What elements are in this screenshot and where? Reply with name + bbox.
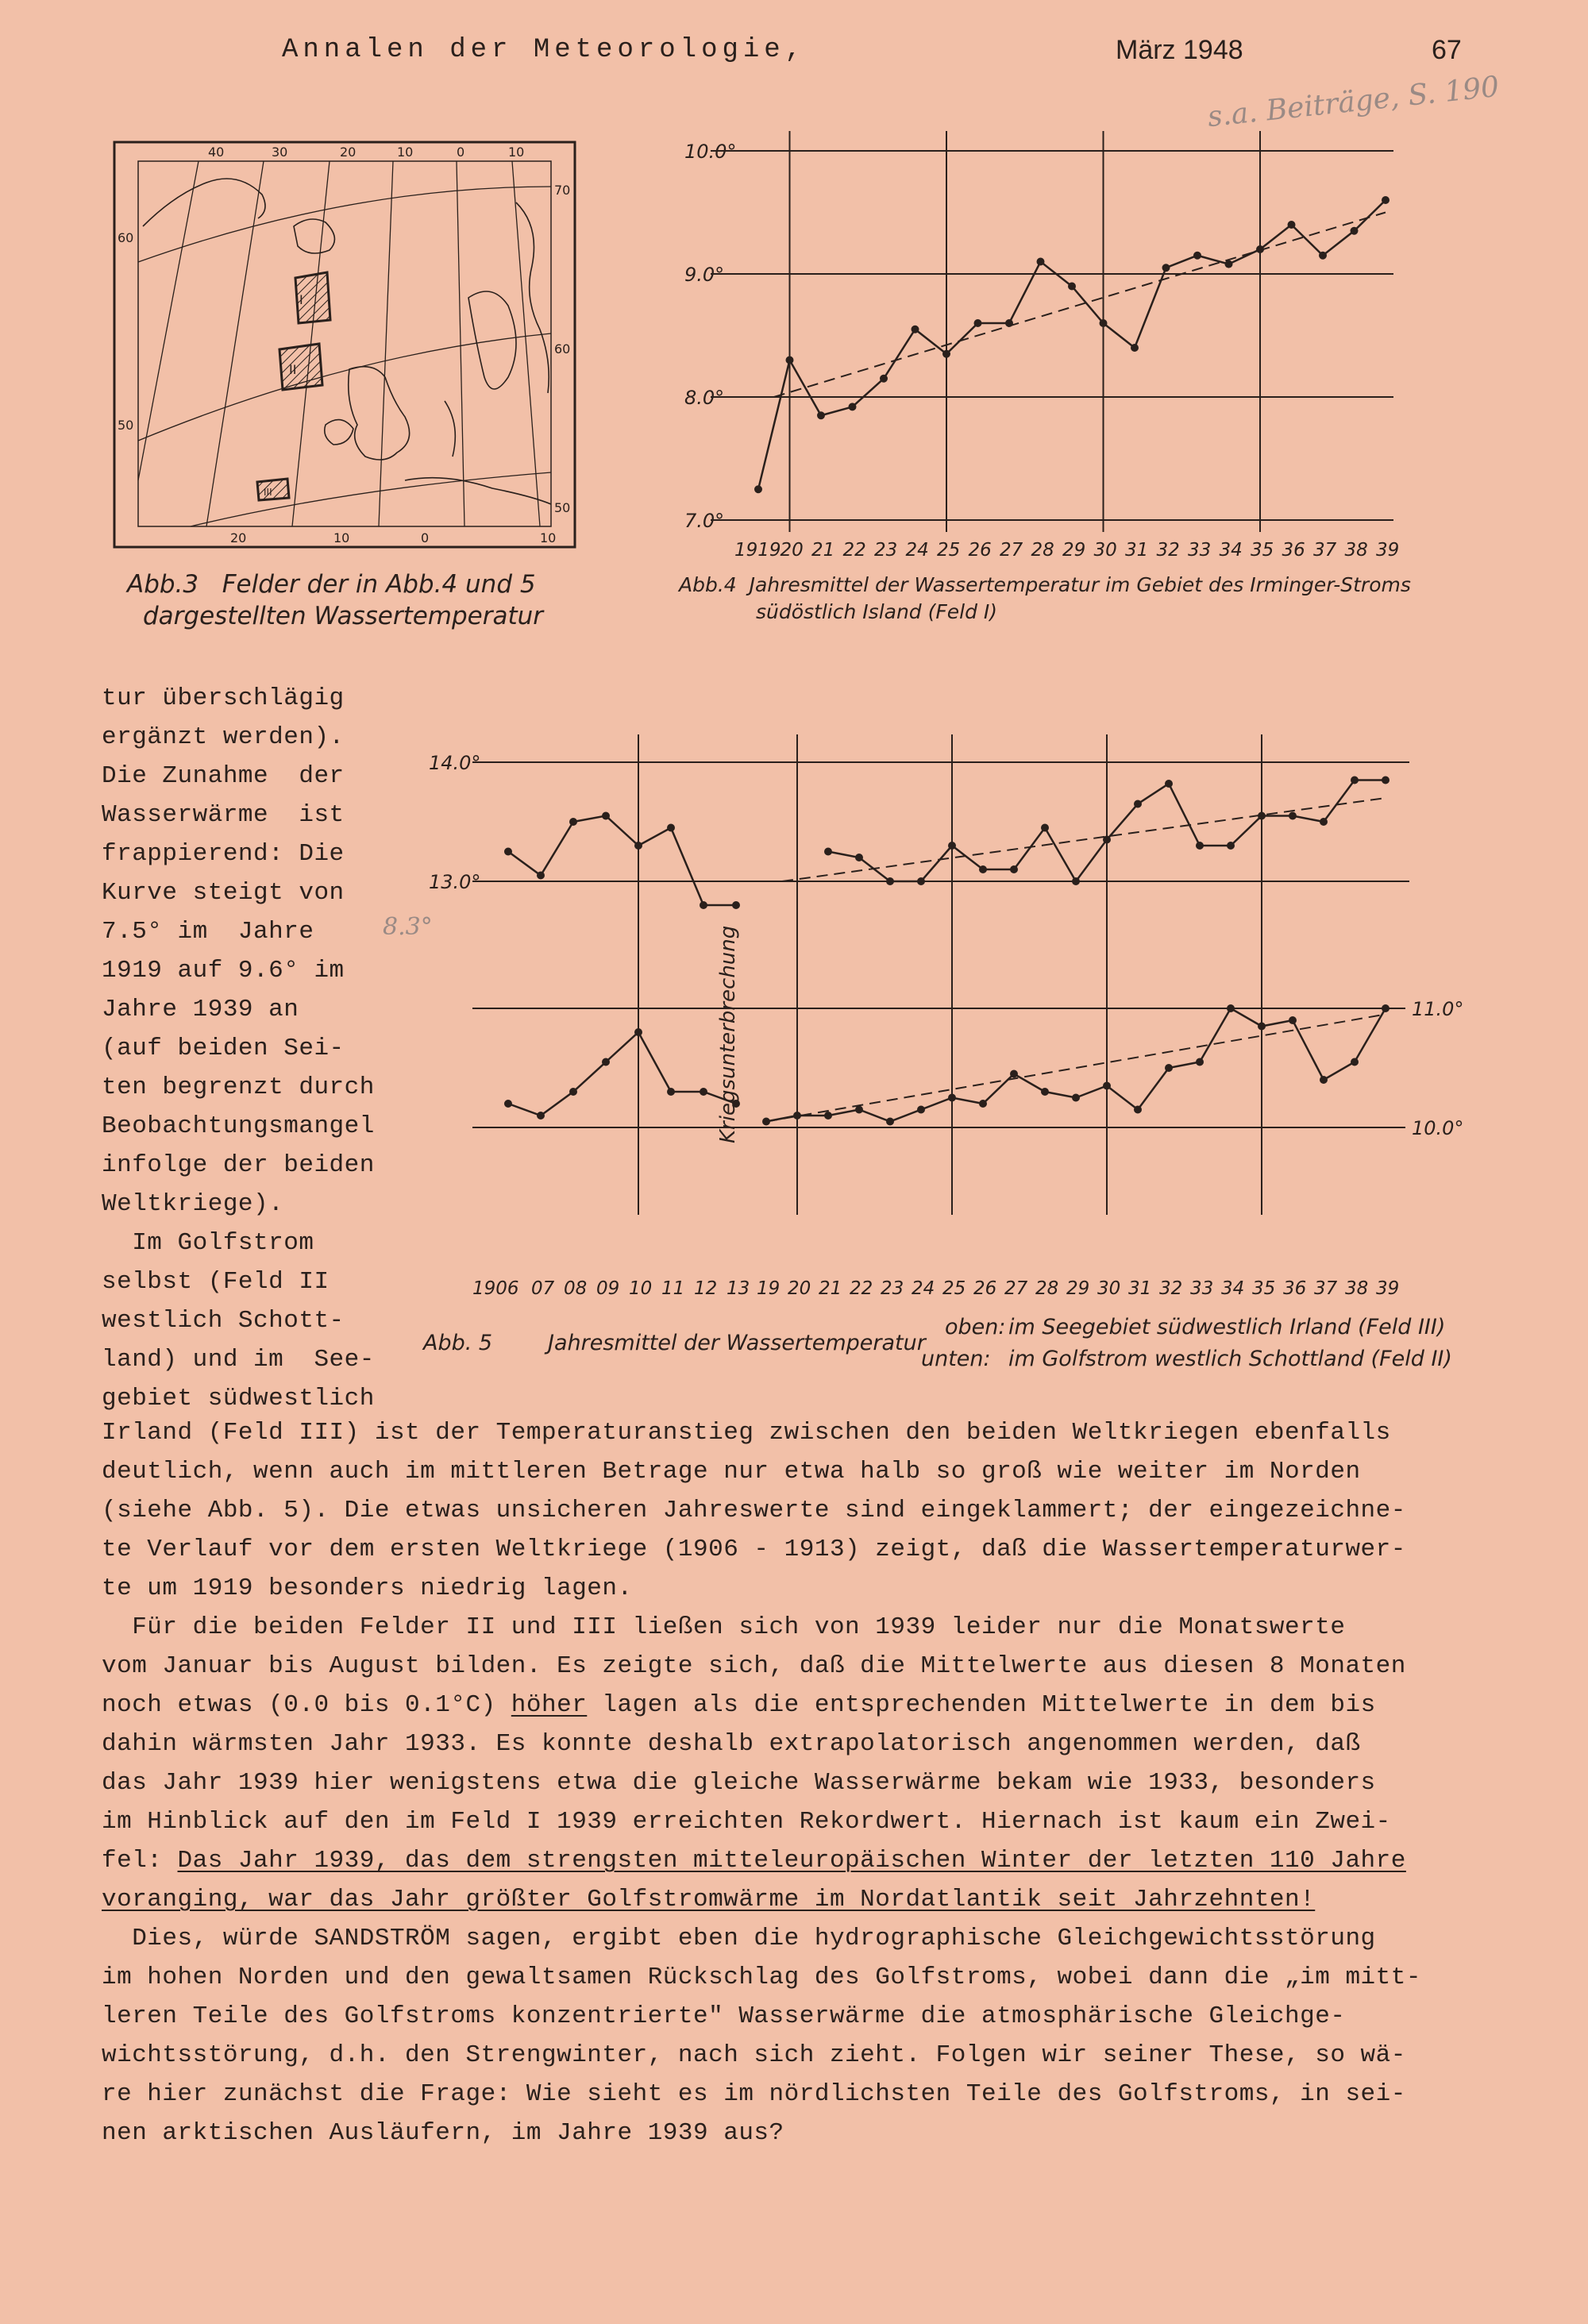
fig4-point-1937 bbox=[1319, 252, 1327, 260]
narrow-line-5: frappierend: Die bbox=[102, 840, 345, 868]
figure5-caption-bottom-text: im Golfstrom westlich Schottland (Feld II) bbox=[1008, 1347, 1452, 1371]
fig4-xtick-30: 30 bbox=[1093, 540, 1117, 561]
p1-line-4: te Verlauf vor dem ersten Weltkriege (1906 - 1913) zeigt, daß die Wassertemperaturwer- bbox=[102, 1536, 1406, 1563]
fig4-xtick-29: 29 bbox=[1062, 540, 1086, 561]
fig5-bottom-point-1910 bbox=[634, 1028, 642, 1036]
fig5-top-point-1938 bbox=[1351, 777, 1359, 784]
fig5-top-point-1933 bbox=[1196, 842, 1204, 850]
fig4-point-1939 bbox=[1382, 196, 1390, 204]
fig5-bottom-point-1935 bbox=[1258, 1023, 1266, 1031]
fig5-ytick-left-1: 14.0° bbox=[429, 752, 481, 774]
fig5-bottom-point-1908 bbox=[569, 1088, 577, 1096]
fig5-xtick-post-33: 33 bbox=[1190, 1278, 1214, 1299]
fig4-xtick-24: 24 bbox=[905, 540, 929, 561]
fig4-ytick-0: 10.0° bbox=[684, 141, 737, 163]
fig5-top-point-1932 bbox=[1165, 780, 1173, 788]
fig4-xtick-25: 25 bbox=[937, 540, 961, 561]
fig4-point-1927 bbox=[1005, 319, 1013, 327]
page-number: 67 bbox=[1432, 35, 1462, 65]
narrow-line-16: selbst (Feld II bbox=[102, 1268, 330, 1296]
narrow-line-1: tur überschlägig bbox=[102, 684, 345, 712]
field-label-1: I bbox=[299, 292, 303, 307]
fig4-xtick-35: 35 bbox=[1251, 540, 1274, 561]
fig5-bottom-point-1907 bbox=[537, 1112, 545, 1120]
fig5-bottom-line-post bbox=[766, 1008, 1386, 1122]
fig4-point-1934 bbox=[1225, 260, 1233, 268]
fig4-xtick-21: 21 bbox=[811, 540, 835, 561]
figure4-chart bbox=[675, 127, 1405, 572]
fig4-point-1926 bbox=[974, 319, 982, 327]
fig5-bottom-point-1930 bbox=[1103, 1082, 1111, 1090]
p2-line-1: Für die beiden Felder II und III ließen sich von 1939 leider nur die Monatswerte bbox=[102, 1613, 1346, 1641]
fig4-point-1928 bbox=[1037, 258, 1045, 266]
fig5-xtick-post-27: 27 bbox=[1004, 1278, 1028, 1299]
lon-top-5: 0 bbox=[457, 145, 465, 160]
narrow-line-4: Wasserwärme ist bbox=[102, 801, 345, 829]
lon-top-6: 10 bbox=[508, 145, 525, 160]
fig5-xtick-post-25: 25 bbox=[942, 1278, 966, 1299]
fig5-top-point-1921 bbox=[824, 848, 832, 856]
lon-bottom-1: 20 bbox=[230, 530, 247, 545]
fig5-xtick-post-22: 22 bbox=[850, 1278, 873, 1299]
p2-line-3 bbox=[102, 1686, 1376, 1725]
lat-left-2: 50 bbox=[118, 418, 134, 433]
narrow-line-15: Im Golfstrom bbox=[102, 1229, 314, 1257]
figure3-caption-line1: Abb.3 Felder der in Abb.4 und 5 bbox=[127, 570, 536, 599]
p2-line-8-underlined: voranging, war das Jahr größter Golfstromwärme im Nordatlantik seit Jahrzehnten! bbox=[102, 1886, 1316, 1914]
lon-top-2: 30 bbox=[272, 145, 288, 160]
figure5-caption-top-text: im Seegebiet südwestlich Irland (Feld III) bbox=[1008, 1315, 1446, 1339]
narrow-line-18: land) und im See- bbox=[102, 1346, 375, 1374]
p2-line-7-underlined: Das Jahr 1939, das dem strengsten mitteleuropäischen Winter der letzten 110 Jahre bbox=[177, 1847, 1406, 1875]
fig5-top-point-1927 bbox=[1010, 865, 1018, 873]
p3-line-2: im hohen Norden und den gewaltsamen Rückschlag des Golfstroms, wobei dann die „im mitt- bbox=[102, 1964, 1421, 1991]
fig4-point-1931 bbox=[1131, 344, 1139, 352]
p2-line-3-a: noch etwas (0.0 bis 0.1°C) bbox=[102, 1691, 511, 1719]
fig5-xtick-1906: 1906 bbox=[472, 1278, 519, 1299]
lon-top-4: 10 bbox=[397, 145, 414, 160]
fig4-xtick-33: 33 bbox=[1188, 540, 1212, 561]
fig5-bottom-point-1932 bbox=[1165, 1064, 1173, 1072]
field-label-2: II bbox=[289, 362, 297, 377]
p3-line-1: Dies, würde SANDSTRÖM sagen, ergibt eben die hydrographische Gleichgewichtsstörung bbox=[102, 1925, 1376, 1952]
fig5-top-point-1936 bbox=[1289, 812, 1297, 820]
p3-line-4: wichtsstörung, d.h. den Strengwinter, nach sich zieht. Folgen wir seiner These, so wä- bbox=[102, 2041, 1406, 2069]
fig5-bottom-point-1925 bbox=[948, 1094, 956, 1102]
fig4-point-1933 bbox=[1193, 252, 1201, 260]
narrow-line-17: westlich Schott- bbox=[102, 1307, 345, 1335]
fig5-top-line-pre bbox=[508, 816, 736, 906]
figure4-caption-line2: südöstlich Island (Feld I) bbox=[756, 600, 998, 623]
fig5-xtick-post-35: 35 bbox=[1252, 1278, 1276, 1299]
fig5-bottom-point-1923 bbox=[886, 1118, 894, 1126]
fig5-bottom-point-1926 bbox=[979, 1100, 987, 1108]
fig5-top-point-1924 bbox=[917, 877, 925, 885]
fig5-top-point-1922 bbox=[855, 854, 863, 861]
fig5-bottom-point-1924 bbox=[917, 1106, 925, 1114]
fig4-xtick-37: 37 bbox=[1313, 540, 1337, 561]
lon-bottom-4: 10 bbox=[540, 530, 557, 545]
p3-line-6: nen arktischen Ausläufern, im Jahre 1939 aus? bbox=[102, 2119, 784, 2147]
figure5-caption-top-label: oben: bbox=[945, 1315, 1006, 1339]
fig4-point-1938 bbox=[1351, 227, 1359, 235]
fig5-ytick-right-2: 10.0° bbox=[1412, 1117, 1464, 1139]
fig4-point-1932 bbox=[1162, 264, 1170, 272]
fig5-top-point-1930 bbox=[1103, 836, 1111, 844]
fig4-point-1923 bbox=[880, 375, 888, 383]
fig5-bottom-point-1912 bbox=[700, 1088, 707, 1096]
p2-line-6: im Hinblick auf den im Feld I 1939 erreichten Rekordwert. Hiernach ist kaum ein Zwei- bbox=[102, 1808, 1391, 1836]
fig5-xtick-post-29: 29 bbox=[1066, 1278, 1090, 1299]
fig4-point-1920 bbox=[786, 357, 794, 364]
p3-line-3: leren Teile des Golfstroms konzentrierte" Wasserwärme die atmosphärische Gleichge- bbox=[102, 2002, 1346, 2030]
narrow-line-19: gebiet südwestlich bbox=[102, 1385, 375, 1413]
fig5-bottom-point-1909 bbox=[602, 1058, 610, 1066]
fig5-top-point-1928 bbox=[1041, 824, 1049, 832]
narrow-line-2: ergänzt werden). bbox=[102, 723, 345, 751]
fig5-xtick-post-30: 30 bbox=[1097, 1278, 1121, 1299]
narrow-line-6: Kurve steigt von bbox=[102, 879, 345, 907]
figure5-caption-bottom-label: unten: bbox=[921, 1347, 991, 1371]
p1-line-2: deutlich, wenn auch im mittleren Betrage nur etwa halb so groß wie weiter im Norden bbox=[102, 1458, 1361, 1486]
narrow-line-14: Weltkriege). bbox=[102, 1190, 284, 1218]
fig5-ytick-right-1: 11.0° bbox=[1412, 998, 1464, 1020]
fig4-ytick-2: 8.0° bbox=[684, 387, 725, 409]
fig5-xtick-post-38: 38 bbox=[1345, 1278, 1369, 1299]
fig5-bottom-point-1939 bbox=[1382, 1004, 1390, 1012]
fig4-point-1922 bbox=[849, 403, 857, 410]
fig4-point-1930 bbox=[1100, 319, 1108, 327]
fig5-xtick-post-26: 26 bbox=[973, 1278, 997, 1299]
war-gap-label: Kriegsunterbrechung bbox=[716, 925, 740, 1143]
p2-line-7-a: fel: bbox=[102, 1847, 178, 1875]
fig5-xtick-post-23: 23 bbox=[881, 1278, 904, 1299]
fig5-top-point-1908 bbox=[569, 818, 577, 826]
fig4-xtick-38: 38 bbox=[1344, 540, 1368, 561]
fig5-xtick-pre-08: 08 bbox=[564, 1278, 588, 1299]
running-head-journal: Annalen der Meteorologie, bbox=[282, 35, 807, 65]
fig5-xtick-post-32: 32 bbox=[1159, 1278, 1183, 1299]
fig4-xtick-27: 27 bbox=[1000, 540, 1023, 561]
fig5-xtick-pre-11: 11 bbox=[661, 1278, 685, 1299]
figure5-chart bbox=[413, 723, 1469, 1310]
lat-right-3: 50 bbox=[554, 500, 571, 515]
fig5-bottom-point-1921 bbox=[824, 1112, 832, 1120]
fig5-bottom-point-1931 bbox=[1134, 1106, 1142, 1114]
fig5-top-point-1925 bbox=[948, 842, 956, 850]
fig5-xtick-pre-10: 10 bbox=[629, 1278, 653, 1299]
fig5-xtick-post-20: 20 bbox=[788, 1278, 811, 1299]
lon-top-3: 20 bbox=[340, 145, 357, 160]
narrow-line-8: 1919 auf 9.6° im bbox=[102, 957, 345, 985]
p3-line-5: re hier zunächst die Frage: Wie sieht es im nördlichsten Teile des Golfstroms, in sei- bbox=[102, 2080, 1406, 2108]
fig5-bottom-point-1919 bbox=[762, 1118, 770, 1126]
fig4-xtick-36: 36 bbox=[1282, 540, 1305, 561]
fig4-ytick-3: 7.0° bbox=[684, 510, 725, 532]
fig4-xtick-23: 23 bbox=[874, 540, 898, 561]
fig5-bottom-point-1927 bbox=[1010, 1070, 1018, 1078]
fig5-xtick-post-31: 31 bbox=[1128, 1278, 1152, 1299]
fig5-bottom-point-1934 bbox=[1227, 1004, 1235, 1012]
fig5-top-point-1913 bbox=[732, 901, 740, 909]
narrow-line-7: 7.5° im Jahre bbox=[102, 918, 314, 946]
narrow-line-3: Die Zunahme der bbox=[102, 762, 345, 790]
fig5-xtick-post-24: 24 bbox=[912, 1278, 935, 1299]
narrow-line-9: Jahre 1939 an bbox=[102, 996, 299, 1023]
fig5-xtick-pre-12: 12 bbox=[694, 1278, 718, 1299]
fig5-bottom-point-1920 bbox=[793, 1112, 801, 1120]
fig5-xtick-pre-07: 07 bbox=[531, 1278, 555, 1299]
pencil-note-fig5: 8.3° bbox=[383, 913, 433, 941]
fig5-bottom-point-1911 bbox=[667, 1088, 675, 1096]
fig5-top-point-1912 bbox=[700, 901, 707, 909]
fig5-top-point-1937 bbox=[1320, 818, 1328, 826]
fig4-xtick-28: 28 bbox=[1031, 540, 1054, 561]
pencil-annotation: s.a. Beiträge, S. 190 bbox=[1205, 70, 1501, 134]
fig4-trend-line bbox=[774, 213, 1386, 398]
field-polygons bbox=[257, 272, 330, 500]
fig4-xtick-1919: 1919 bbox=[734, 540, 781, 561]
narrow-line-13: infolge der beiden bbox=[102, 1151, 375, 1179]
fig5-top-point-1935 bbox=[1258, 812, 1266, 820]
fig5-top-point-1907 bbox=[537, 872, 545, 880]
fig5-xtick-post-28: 28 bbox=[1035, 1278, 1059, 1299]
fig5-bottom-line-pre bbox=[508, 1032, 736, 1116]
fig5-xtick-post-39: 39 bbox=[1376, 1278, 1400, 1299]
figure3-map bbox=[111, 139, 580, 556]
fig5-top-point-1909 bbox=[602, 812, 610, 820]
fig4-point-1919 bbox=[754, 485, 762, 493]
narrow-line-11: ten begrenzt durch bbox=[102, 1073, 375, 1101]
fig5-trend-bottom bbox=[766, 1015, 1386, 1122]
fig4-point-1929 bbox=[1068, 283, 1076, 291]
fig5-xtick-post-36: 36 bbox=[1283, 1278, 1307, 1299]
fig5-xtick-post-19: 19 bbox=[757, 1278, 781, 1299]
p2-line-7 bbox=[102, 1841, 1406, 1880]
fig5-bottom-point-1929 bbox=[1072, 1094, 1080, 1102]
figure5-caption-abb: Abb. 5 bbox=[423, 1331, 493, 1355]
field-label-3: III bbox=[264, 487, 272, 498]
fig5-xtick-post-34: 34 bbox=[1221, 1278, 1245, 1299]
lat-left-1: 60 bbox=[118, 230, 134, 245]
fig5-xtick-pre-09: 09 bbox=[596, 1278, 620, 1299]
p2-line-5: das Jahr 1939 hier wenigstens etwa die gleiche Wasserwärme bekam wie 1933, besonders bbox=[102, 1769, 1376, 1797]
fig5-xtick-pre-13: 13 bbox=[727, 1278, 750, 1299]
running-head-issue: März 1948 bbox=[1116, 35, 1243, 65]
fig5-top-point-1934 bbox=[1227, 842, 1235, 850]
fig4-point-1924 bbox=[912, 326, 919, 333]
fig5-bottom-point-1933 bbox=[1196, 1058, 1204, 1066]
fig5-bottom-point-1928 bbox=[1041, 1088, 1049, 1096]
fig4-point-1921 bbox=[817, 411, 825, 419]
fig5-top-point-1923 bbox=[886, 877, 894, 885]
p1-line-1: Irland (Feld III) ist der Temperaturanstieg zwischen den beiden Weltkriegen ebenfalls bbox=[102, 1419, 1391, 1447]
fig5-bottom-point-1922 bbox=[855, 1106, 863, 1114]
fig5-top-point-1931 bbox=[1134, 800, 1142, 808]
fig5-xtick-post-21: 21 bbox=[819, 1278, 842, 1299]
fig5-top-point-1926 bbox=[979, 865, 987, 873]
fig5-top-point-1929 bbox=[1072, 877, 1080, 885]
lat-right-1: 70 bbox=[554, 183, 571, 198]
fig4-xtick-39: 39 bbox=[1376, 540, 1400, 561]
fig4-xtick-26: 26 bbox=[968, 540, 992, 561]
fig5-ytick-left-2: 13.0° bbox=[429, 871, 481, 893]
lon-bottom-3: 0 bbox=[421, 530, 430, 545]
figure4-caption-line1: Abb.4 Jahresmittel der Wassertemperatur im Gebiet des Irminger-Stroms bbox=[679, 573, 1411, 596]
fig4-xtick-20: 20 bbox=[780, 540, 804, 561]
fig4-point-1935 bbox=[1256, 245, 1264, 253]
narrow-line-12: Beobachtungsmangel bbox=[102, 1112, 375, 1140]
lon-bottom-2: 10 bbox=[333, 530, 350, 545]
p2-line-3-b: lagen als die entsprechenden Mittelwerte in dem bis bbox=[587, 1691, 1376, 1719]
fig4-xtick-32: 32 bbox=[1156, 540, 1180, 561]
fig5-top-point-1939 bbox=[1382, 777, 1390, 784]
p2-line-4: dahin wärmsten Jahr 1933. Es konnte deshalb extrapolatorisch angenommen werden, daß bbox=[102, 1730, 1361, 1758]
fig5-bottom-point-1937 bbox=[1320, 1076, 1328, 1084]
p1-line-5: te um 1919 besonders niedrig lagen. bbox=[102, 1574, 633, 1602]
fig4-point-1925 bbox=[942, 350, 950, 358]
fig5-top-point-1910 bbox=[634, 842, 642, 850]
fig4-xtick-31: 31 bbox=[1125, 540, 1149, 561]
fig4-point-1936 bbox=[1288, 221, 1296, 229]
fig5-top-point-1906 bbox=[504, 848, 512, 856]
fig5-bottom-point-1936 bbox=[1289, 1016, 1297, 1024]
p2-line-3-underlined: höher bbox=[511, 1691, 588, 1719]
fig4-xtick-34: 34 bbox=[1219, 540, 1243, 561]
lon-top-1: 40 bbox=[208, 145, 225, 160]
figure3-caption-line2: dargestellten Wassertemperatur bbox=[143, 602, 544, 630]
fig4-ytick-1: 9.0° bbox=[684, 264, 725, 286]
p2-line-2: vom Januar bis August bilden. Es zeigte sich, daß die Mittelwerte aus diesen 8 Monaten bbox=[102, 1652, 1406, 1680]
narrow-line-10: (auf beiden Sei- bbox=[102, 1035, 345, 1062]
fig4-series-line bbox=[758, 200, 1386, 489]
fig5-bottom-point-1906 bbox=[504, 1100, 512, 1108]
lat-right-2: 60 bbox=[554, 341, 571, 357]
fig4-xtick-22: 22 bbox=[842, 540, 866, 561]
fig5-top-point-1911 bbox=[667, 824, 675, 832]
p1-line-3: (siehe Abb. 5). Die etwas unsicheren Jahreswerte sind eingeklammert; der eingezeichne- bbox=[102, 1497, 1406, 1524]
figure5-caption-title: Jahresmittel der Wassertemperatur bbox=[548, 1331, 926, 1355]
fig5-bottom-point-1938 bbox=[1351, 1058, 1359, 1066]
fig5-xtick-post-37: 37 bbox=[1314, 1278, 1338, 1299]
